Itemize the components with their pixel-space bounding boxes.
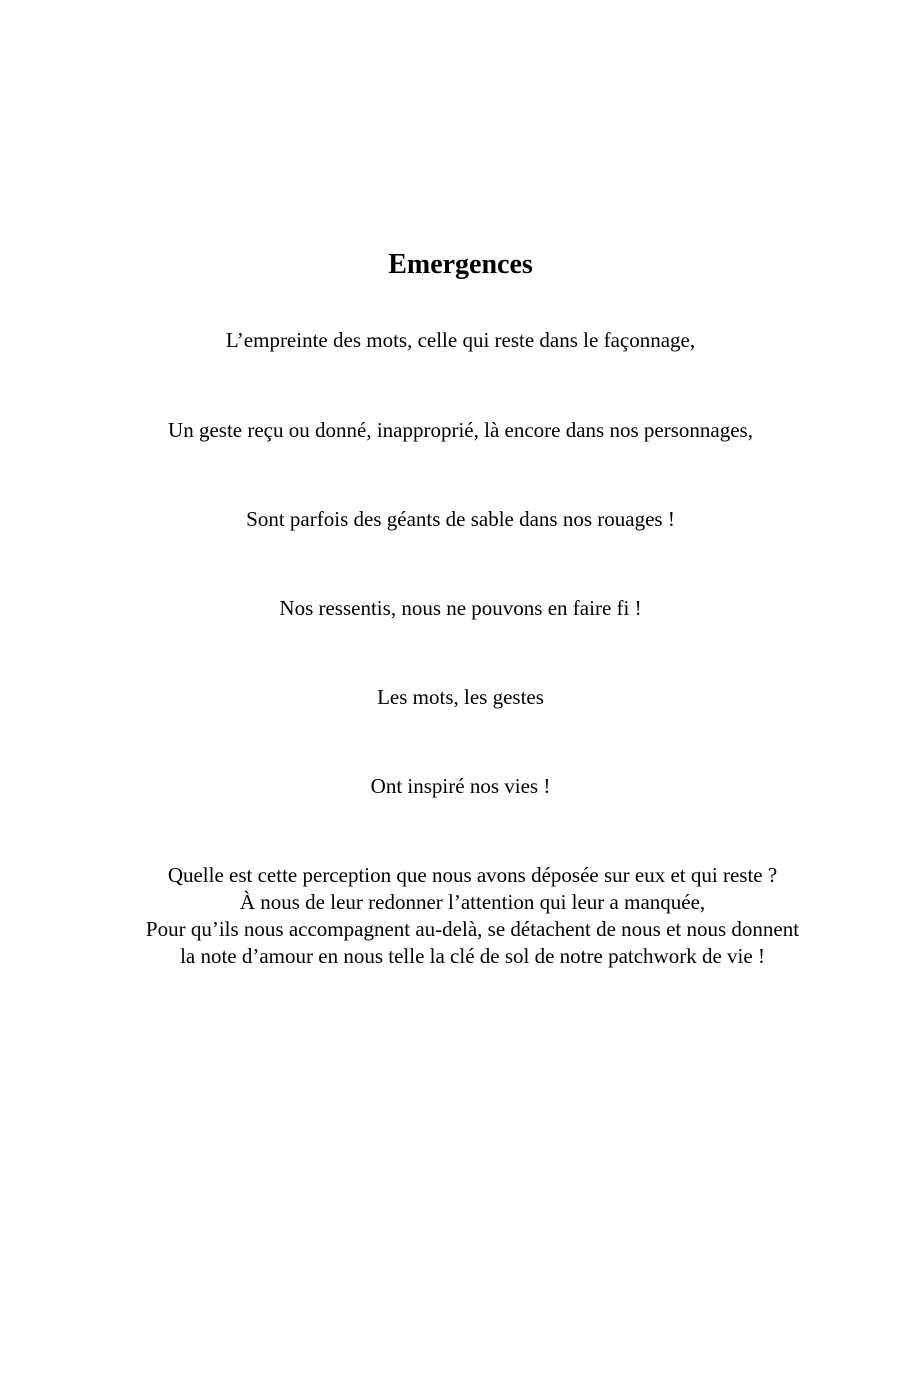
stanza-line: Quelle est cette perception que nous avons déposée sur eux et qui reste ? [167, 863, 778, 887]
verse-line: Ont inspiré nos vies ! [370, 774, 551, 798]
stanza-line: Pour qu’ils nous accompagnent au-delà, se détachent de nous et nous donnent la note d’amour en nous telle la clé de sol de notre patchwork de vie ! [145, 917, 800, 968]
verse-line: Un geste reçu ou donné, inapproprié, là encore dans nos personnages, [168, 418, 753, 442]
verse-line: Les mots, les gestes [377, 685, 544, 709]
final-stanza [140, 862, 805, 970]
stanza-line: À nous de leur redonner l’attention qui leur a manquée, [239, 890, 706, 914]
verse-line: Sont parfois des géants de sable dans nos rouages ! [246, 507, 675, 531]
verse-line: Nos ressentis, nous ne pouvons en faire fi ! [279, 596, 642, 620]
poem-title: Emergences [388, 249, 533, 280]
verse-line: L’empreinte des mots, celle qui reste dans le façonnage, [225, 328, 696, 352]
